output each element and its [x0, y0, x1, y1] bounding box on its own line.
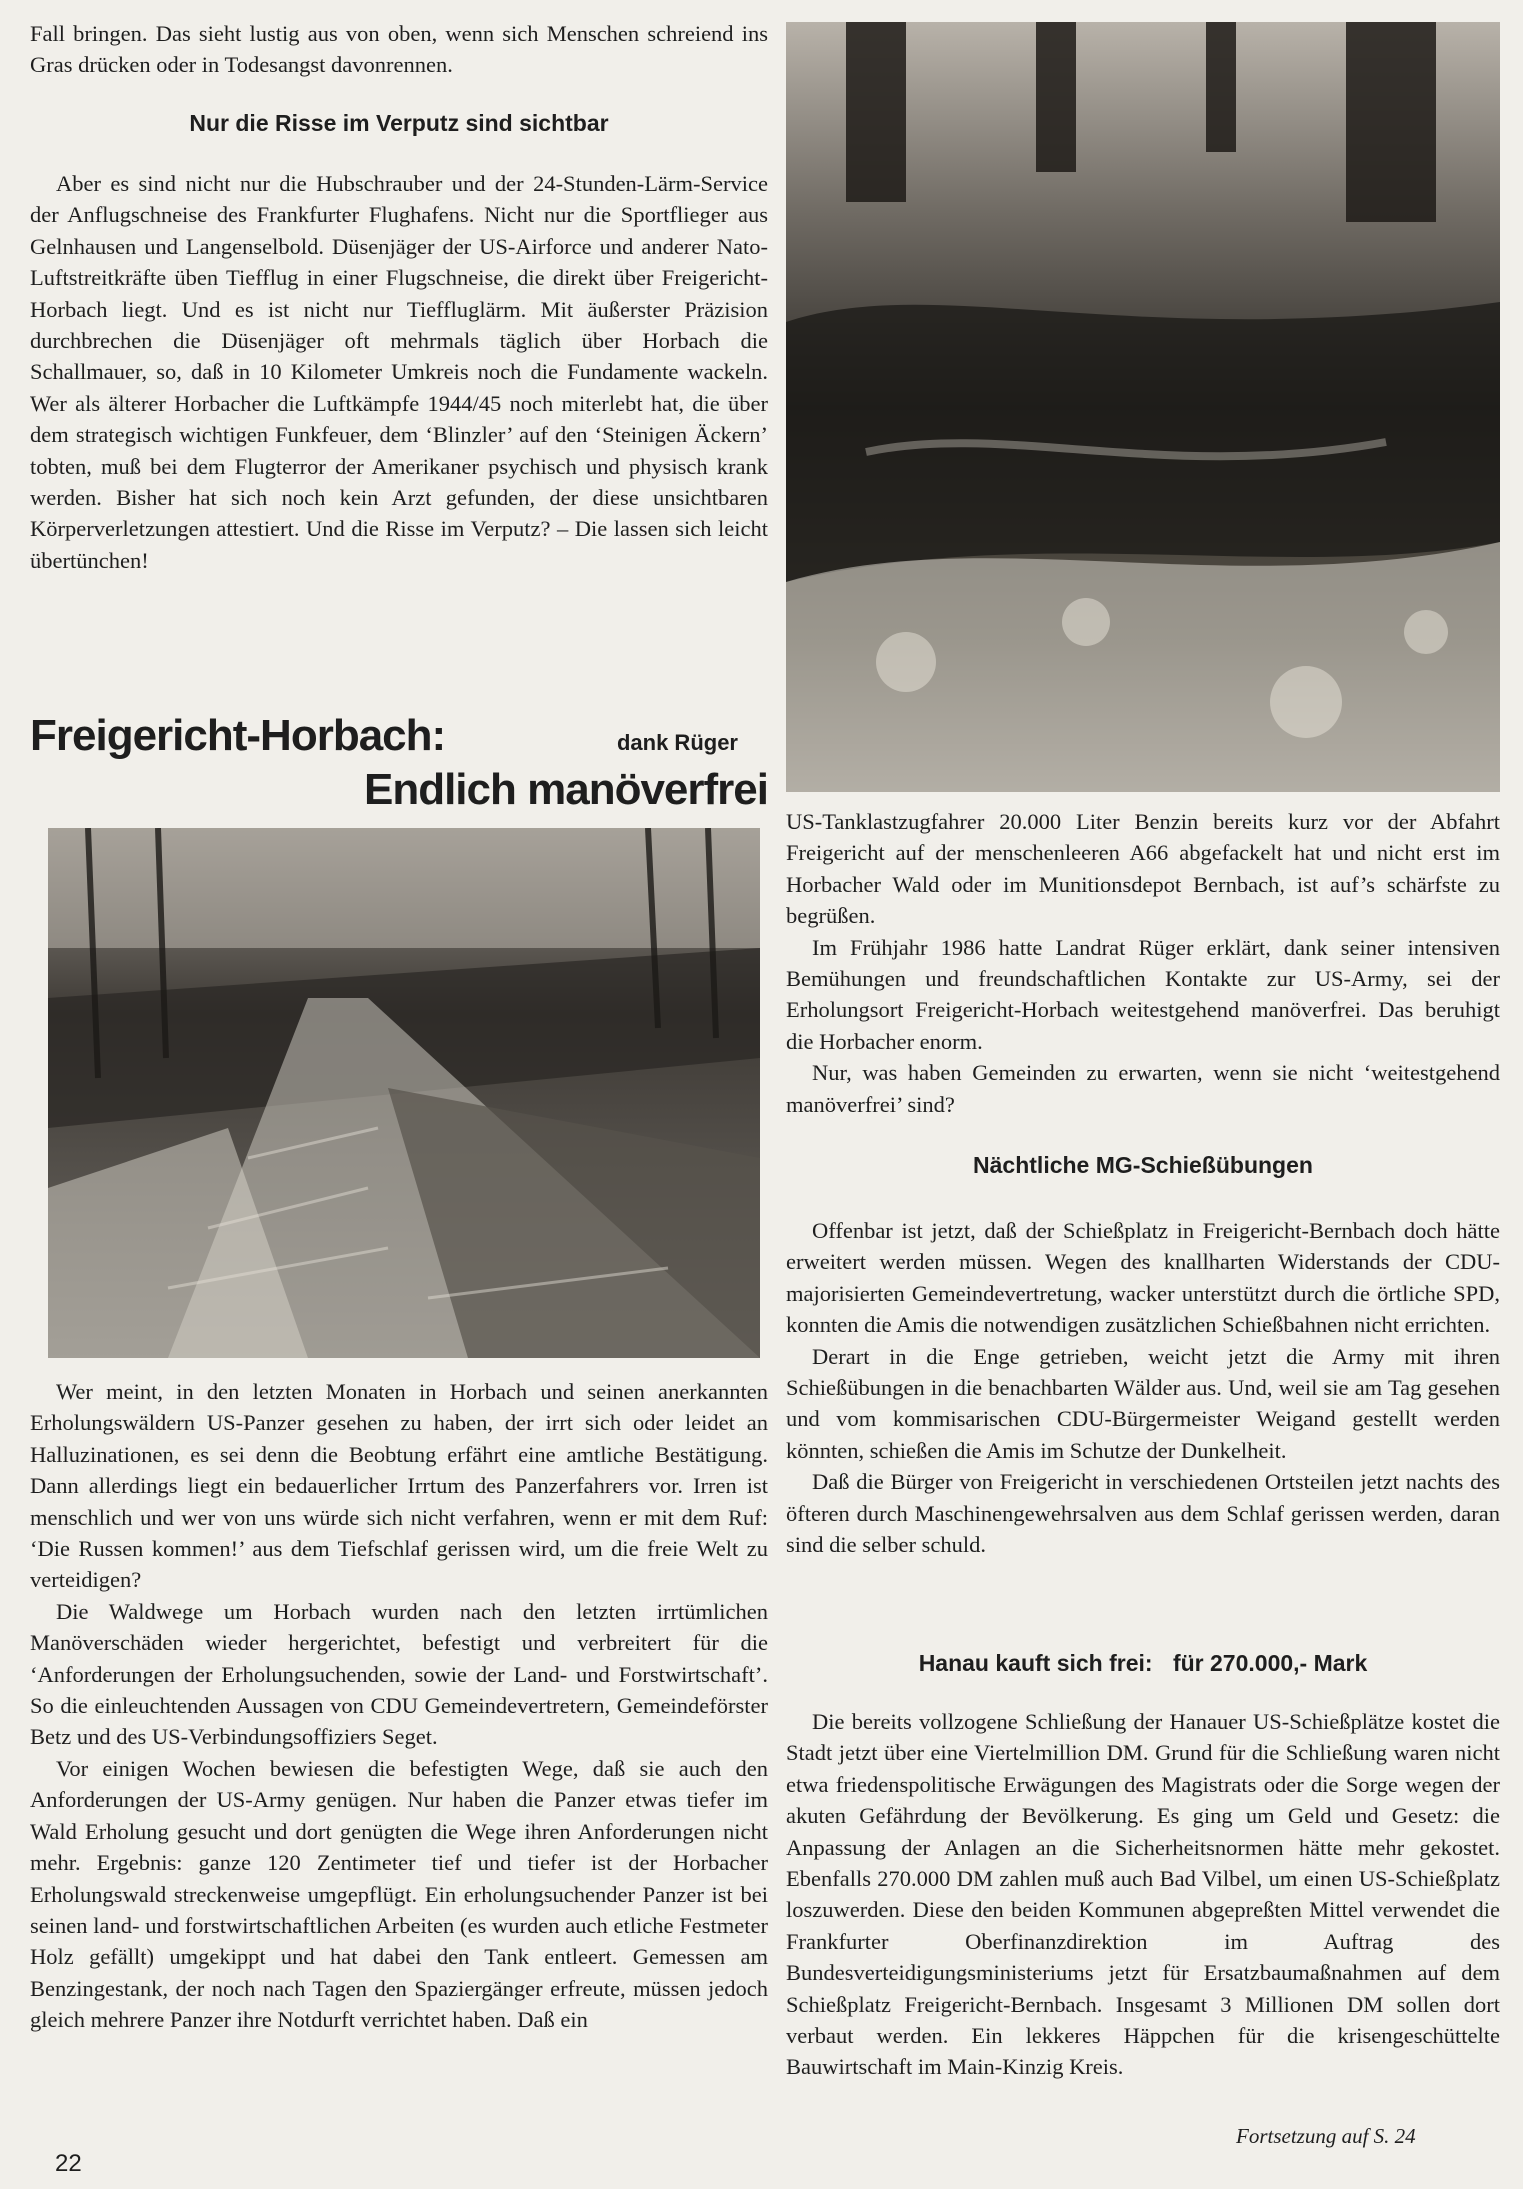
mg-paragraph: Offenbar ist jetzt, daß der Schießplatz in Freigericht-Bernbach doch hätte erweitert werden müssen. Wegen des knallharten Widerstands der CDU-majorisierten Gemeindevertretung, wacker unterstützt durch die örtliche SPD, konnten die Amis die notwendigen zusätzlichen Schießbahnen nicht errichten. — [786, 1218, 1500, 1338]
headline-line1: Freigericht-Horbach: — [30, 711, 446, 760]
section-hanau — [786, 1650, 1500, 1677]
article-right-body — [786, 806, 1500, 1120]
section-heading-risse: Nur die Risse im Verputz sind sichtbar — [189, 110, 609, 136]
article-paragraph: Vor einigen Wochen bewiesen die befestigten Wege, daß sie auch den Anforderungen der US-Army genügen. Nur haben die Panzer etwas tiefer im Wald Erholung gesucht und dort genügten die Wege ihren Anforderungen nicht mehr. Ergebnis: ganze 120 Zentimeter tief und tiefer ist der Horbacher Erholungswald streckenweise umgepflügt. Ein erholungsuchender Panzer ist bei seinen land- und forstwirtschaftlichen Arbeiten (es wurden auch etliche Festmeter Holz gefällt) umgekippt und hat dabei den Tank entleert. Gemessen am Benzingestank, der noch nach Tagen den Spaziergänger erfreute, müssen jedoch gleich mehrere Panzer ihre Notdurft verrichtet haben. Daß ein — [30, 1755, 768, 2033]
mg-paragraph: Daß die Bürger von Freigericht in verschiedenen Ortsteilen jetzt nachts des öfteren durch Maschinengewehrsalven aus dem Schlaf gerissen werden, daran sind die selber schuld. — [786, 1469, 1500, 1558]
trench-photo — [786, 22, 1500, 792]
hanau-heading-part2: für 270.000,- Mark — [1172, 1650, 1368, 1676]
section-heading-mg: Nächtliche MG-Schießübungen — [973, 1152, 1313, 1178]
article-paragraph: Im Frühjahr 1986 hatte Landrat Rüger erklärt, dank seiner intensiven Bemühungen und freundschaftlichen Kontakte zur US-Army, sei der Erholungsort Freigericht-Horbach weitestgehend manöverfrei. Das beruhigt die Horbacher enorm. — [786, 934, 1500, 1054]
section-mg-body — [786, 1215, 1500, 1560]
forest-path-image — [48, 828, 760, 1358]
hanau-heading-part1: Hanau kauft sich frei: — [918, 1650, 1153, 1676]
risse-paragraph: Aber es sind nicht nur die Hubschrauber und der 24-Stunden-Lärm-Service der Anflugschneise des Frankfurter Flughafens. Nicht nur die Sportflieger aus Gelnhausen und Langenselbold. Düsenjäger der US-Airforce und anderer Nato-Luftstreitkräfte üben Tiefflug in einer Flugschneise, die direkt über Freigericht-Horbach liegt. Und es ist nicht nur Tieffluglärm. Mit äußerster Präzision durchbrechen die Düsenjäger oft mehrmals täglich über Horbach die Schallmauer, so, daß in 10 Kilometer Umkreis noch die Fundamente wackeln. Wer als älterer Horbacher die Luftkämpfe 1944/45 noch miterlebt hat, die über dem strategisch wichtigen Funkfeuer, dem ‘Blinzler’ auf den ‘Steinigen Äckern’ tobten, muß bei dem Flugterror der Amerikaner psychisch und physisch krank werden. Bisher hat sich noch kein Arzt gefunden, der diese unsichtbaren Körperverletzungen attestiert. Und die Risse im Verputz? – Die lassen sich leicht übertünchen! — [30, 171, 768, 573]
page-number: 22 — [55, 2150, 82, 2177]
article-paragraph: US-Tanklastzugfahrer 20.000 Liter Benzin bereits kurz vor der Abfahrt Freigericht auf der menschenleeren A66 abgefackelt hat und nicht erst im Horbacher Wald oder im Munitionsdepot Bernbach, ist auf’s schärfste zu begrüßen. — [786, 809, 1500, 929]
trench-image — [786, 22, 1500, 792]
headline-kicker: dank Rüger — [616, 730, 738, 755]
article-paragraph: Nur, was haben Gemeinden zu erwarten, wenn sie nicht ‘weitestgehend manöverfrei’ sind? — [786, 1060, 1500, 1117]
section-risse-body — [30, 168, 768, 576]
intro-block — [30, 18, 768, 81]
article-left-body — [30, 1376, 768, 2036]
section-mg — [786, 1152, 1500, 1179]
mg-paragraph: Derart in die Enge getrieben, weicht jetzt die Army mit ihren Schießübungen in die benachbarten Wälder aus. Und, weil sie am Tag gesehen und vom kommisarischen CDU-Bürgermeister Weigand gestellt werden könnten, schießen die Amis im Schutze der Dunkelheit. — [786, 1343, 1500, 1463]
section-risse — [30, 110, 768, 137]
intro-paragraph: Fall bringen. Das sieht lustig aus von oben, wenn sich Menschen schreiend ins Gras drücken oder in Todesangst davonrennen. — [30, 21, 768, 78]
forest-path-photo — [48, 828, 760, 1358]
section-heading-hanau — [786, 1650, 1500, 1677]
continued-note: Fortsetzung auf S. 24 — [1236, 2124, 1416, 2148]
headline-line2: Endlich manöverfrei — [363, 765, 768, 814]
section-hanau-body — [786, 1706, 1500, 2083]
article-paragraph: Wer meint, in den letzten Monaten in Horbach und seinen anerkannten Erholungswäldern US-Panzer gesehen zu haben, der irrt sich oder leidet an Halluzinationen, es sei denn die Beobtung erfährt eine amtliche Bestätigung. Dann allerdings liegt ein bedauerlicher Irrtum des Panzerfahrers vor. Irren ist menschlich und wer von uns würde sich nicht verfahren, wenn er mit dem Ruf: ‘Die Russen kommen!’ aus dem Tiefschlaf gerissen wird, um die freie Welt zu verteidigen? — [30, 1379, 768, 1593]
hanau-paragraph: Die bereits vollzogene Schließung der Hanauer US-Schießplätze kostet die Stadt jetzt über eine Viertelmillion DM. Grund für die Schließung waren nicht etwa friedenspolitische Erwägungen des Magistrats oder die Sorge wegen der akuten Gefährdung der Bevölkerung. Es ging um Geld und Gesetz: die Anpassung der Anlagen an die Sicherheitsnormen hätte mehr gekostet. Ebenfalls 270.000 DM zahlen muß auch Bad Vilbel, um einen US-Schießplatz loszuwerden. Diese den beiden Kommunen abgepreßten Mittel verwendet die Frankfurter Oberfinanzdirektion im Auftrag des Bundesverteidigungsministeriums jetzt für Ersatzbaumaßnahmen auf dem Schießplatz Freigericht-Bernbach. Insgesamt 3 Millionen DM sollen dort verbaut werden. Ein lekkeres Häppchen für die krisengeschüttelte Bauwirtschaft im Main-Kinzig Kreis. — [786, 1709, 1500, 2080]
article-paragraph: Die Waldwege um Horbach wurden nach den letzten irrtümlichen Manöverschäden wieder hergerichtet, befestigt und verbreitert für die ‘Anforderungen der Erholungsuchenden, sowie der Land- und Forstwirtschaft’. So die einleuchtenden Aussagen von CDU Gemeindevertretern, Gemeindeförster Betz und des US-Verbindungsoffiziers Seget. — [30, 1598, 768, 1750]
article-headline — [30, 712, 768, 814]
